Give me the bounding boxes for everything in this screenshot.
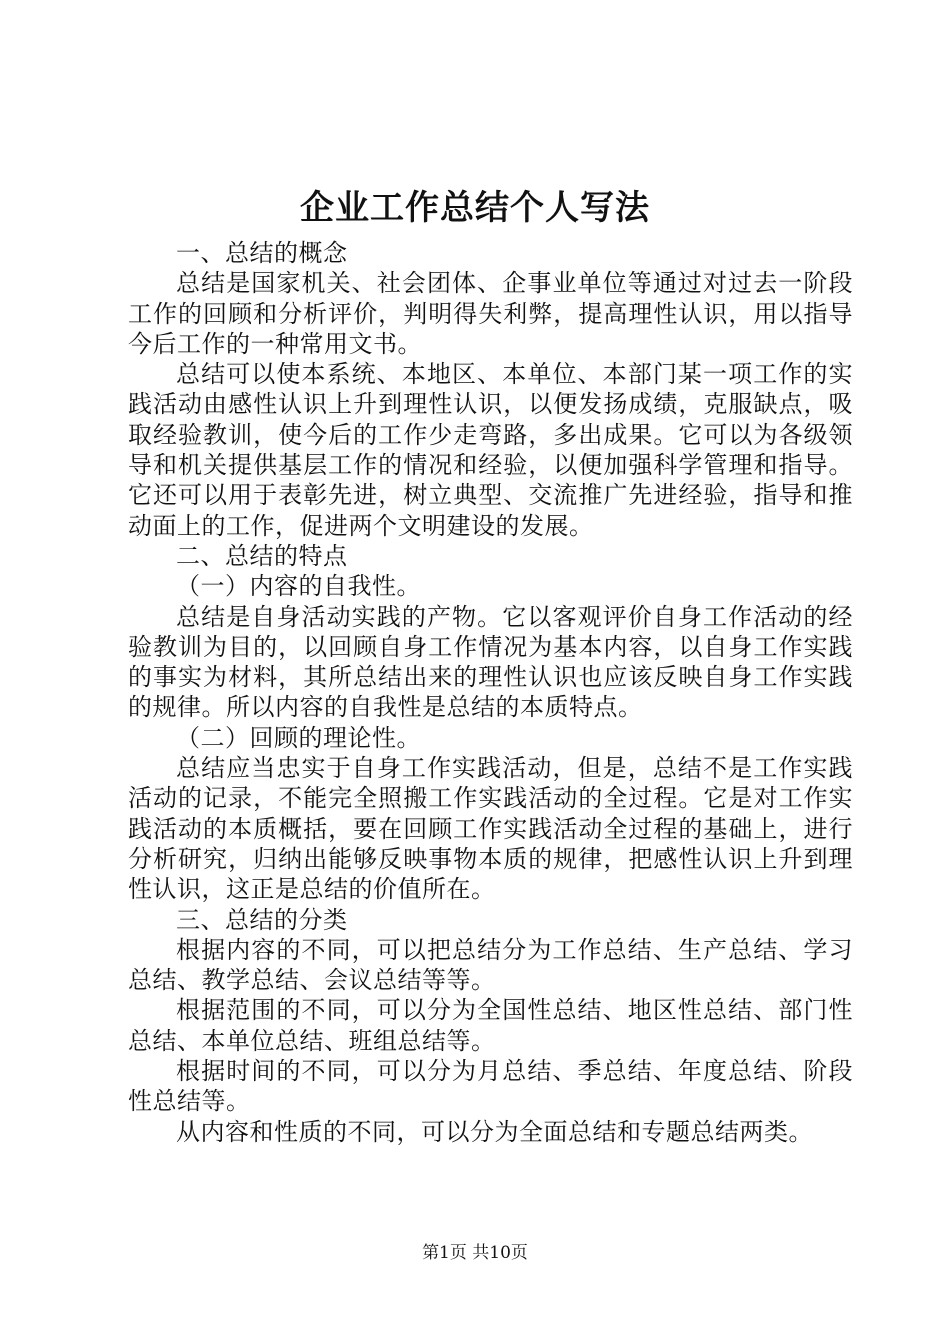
body-paragraph: 总结是自身活动实践的产物。它以客观评价自身工作活动的经验教训为目的，以回顾自身工作情况为基本内容，以自身工作实践的事实为材料，其所总结出来的理性认识也应该反映自身工作实践的规律。所以内容的自我性是总结的本质特点。 — [128, 602, 853, 722]
document-title: 企业工作总结个人写法 — [300, 188, 650, 228]
section-heading: 三、总结的分类 — [176, 905, 348, 934]
body-paragraph: 总结应当忠实于自身工作实践活动，但是，总结不是工作实践活动的记录，不能完全照搬工作实践活动的全过程。它是对工作实践活动的本质概括，要在回顾工作实践活动全过程的基础上，进行分析研究，归纳出能够反映事物本质的规律，把感性认识上升到理性认识，这正是总结的价值所在。 — [128, 754, 853, 904]
body-paragraph: 总结可以使本系统、本地区、本单位、本部门某一项工作的实践活动由感性认识上升到理性认识，以便发扬成绩，克服缺点，吸取经验教训，使今后的工作少走弯路，多出成果。它可以为各级领导和机关提供基层工作的情况和经验，以便加强科学管理和指导。它还可以用于表彰先进，树立典型、交流推广先进经验，指导和推动面上的工作，促进两个文明建设的发展。 — [128, 360, 853, 540]
body-paragraph: 从内容和性质的不同，可以分为全面总结和专题总结两类。 — [176, 1117, 813, 1146]
subsection-heading: （二）回顾的理论性。 — [176, 723, 421, 752]
body-paragraph: 总结是国家机关、社会团体、企事业单位等通过对过去一阶段工作的回顾和分析评价，判明得失利弊，提高理性认识，用以指导今后工作的一种常用文书。 — [128, 269, 853, 358]
subsection-heading: （一）内容的自我性。 — [176, 572, 421, 601]
section-heading: 一、总结的概念 — [176, 239, 348, 267]
document-body — [128, 238, 853, 1147]
body-paragraph: 根据范围的不同，可以分为全国性总结、地区性总结、部门性总结、本单位总结、班组总结等。 — [128, 996, 853, 1055]
page-number-footer: 第1页 共10页 — [422, 1243, 528, 1263]
body-paragraph: 根据内容的不同，可以把总结分为工作总结、生产总结、学习总结、教学总结、会议总结等等。 — [128, 935, 853, 995]
body-paragraph: 根据时间的不同，可以分为月总结、季总结、年度总结、阶段性总结等。 — [128, 1057, 853, 1116]
section-heading: 二、总结的特点 — [176, 541, 348, 570]
